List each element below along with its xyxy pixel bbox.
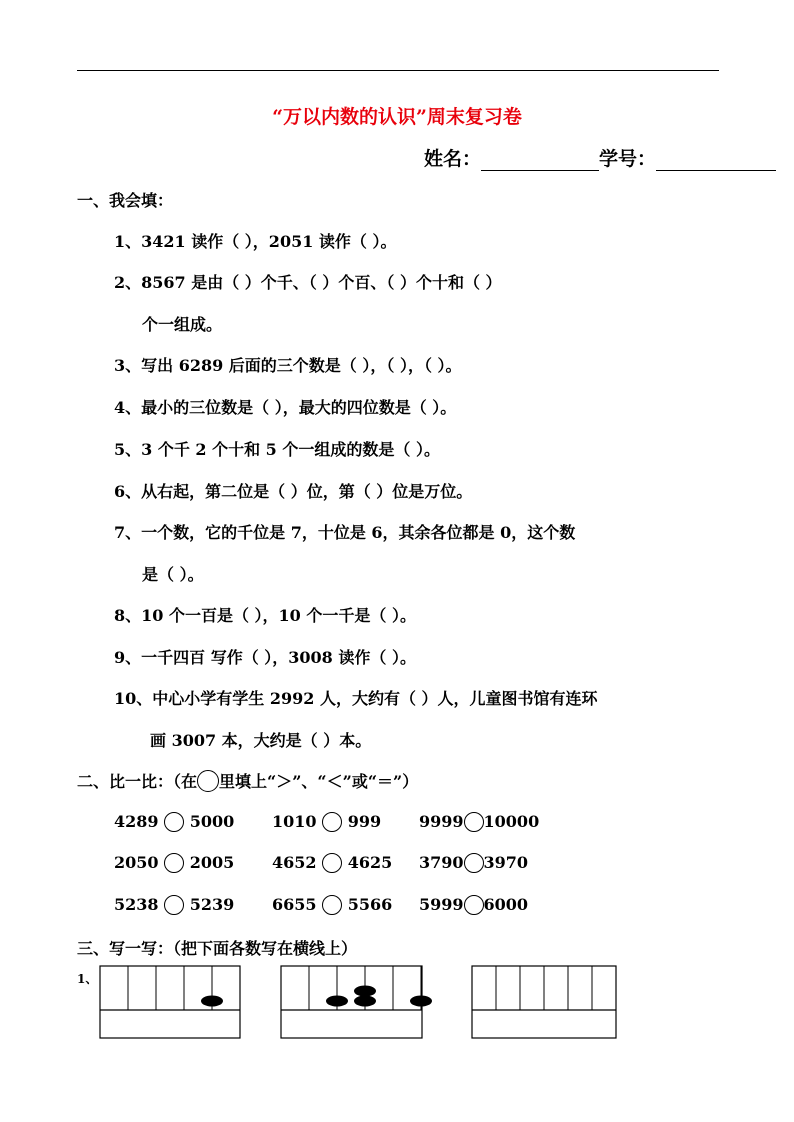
question-6: 6、从右起，第二位是（ ）位，第（ ）位是万位。 [114, 482, 473, 501]
abacus-bead [326, 996, 348, 1007]
question-2: 2、8567 是由（ ）个千、（ ）个百、（ ）个十和（ ） [114, 273, 502, 292]
compare-circle[interactable] [322, 853, 342, 873]
compare-left: 5238 [114, 895, 159, 914]
compare-left: 2050 [114, 853, 159, 872]
id-field[interactable] [656, 150, 776, 171]
compare-item [272, 895, 392, 915]
compare-item [419, 812, 539, 832]
compare-circle[interactable] [464, 853, 484, 873]
name-field[interactable] [481, 150, 599, 171]
compare-right: 10000 [483, 812, 540, 831]
page-title: “万以内数的认识”周末复习卷 [272, 106, 522, 128]
section2-heading [77, 769, 418, 792]
compare-right: 5000 [189, 812, 235, 831]
question-2-continued: 个一组成。 [142, 315, 223, 334]
compare-right: 4625 [347, 853, 393, 872]
compare-left: 4652 [272, 853, 317, 872]
compare-item [114, 895, 234, 915]
compare-circle[interactable] [164, 812, 184, 832]
compare-item [419, 853, 528, 873]
section3-heading: 三、写一写：（把下面各数写在横线上） [77, 939, 358, 958]
id-label: 学号： [599, 148, 657, 170]
section3-item-number: 1、 [77, 972, 98, 986]
question-10-continued: 画 3007 本，大约是（ ）本。 [150, 731, 372, 750]
compare-item [272, 812, 381, 832]
abacus-group [0, 960, 794, 1042]
section1-heading: 一、我会填： [77, 191, 174, 210]
compare-right: 2005 [189, 853, 235, 872]
question-7: 7、一个数，它的千位是 7，十位是 6，其余各位都是 0，这个数 [114, 523, 576, 542]
compare-left: 1010 [272, 812, 317, 831]
compare-circle[interactable] [164, 895, 184, 915]
question-8: 8、10 个一百是（ ），10 个一千是（ ）。 [114, 606, 416, 625]
compare-left: 3790 [419, 853, 464, 872]
section2-heading-start: 二、比一比：（在 [77, 772, 198, 791]
question-3: 3、写出 6289 后面的三个数是（ ），（ ），（ ）。 [114, 356, 462, 375]
compare-left: 9999 [419, 812, 464, 831]
circle-icon [197, 770, 219, 792]
compare-circle[interactable] [464, 812, 484, 832]
abacus-3 [472, 966, 616, 1038]
question-10: 10、中心小学有学生 2992 人，大约有（ ）人，儿童图书馆有连环 [114, 689, 598, 708]
compare-circle[interactable] [164, 853, 184, 873]
compare-circle[interactable] [464, 895, 484, 915]
compare-right: 999 [347, 812, 382, 831]
compare-circle[interactable] [322, 895, 342, 915]
compare-item [272, 853, 392, 873]
compare-right: 5239 [189, 895, 235, 914]
question-5: 5、3 个千 2 个十和 5 个一组成的数是（ ）。 [114, 440, 440, 459]
compare-item [114, 853, 234, 873]
abacus-frame [281, 966, 422, 1038]
question-4: 4、最小的三位数是（ ），最大的四位数是（ ）。 [114, 398, 457, 417]
abacus-bead [354, 986, 376, 997]
compare-right: 3970 [483, 853, 529, 872]
compare-right: 5566 [347, 895, 393, 914]
question-1: 1、3421 读作（ ），2051 读作（ ）。 [114, 232, 397, 251]
abacus-bead [410, 996, 432, 1007]
compare-left: 4289 [114, 812, 159, 831]
compare-circle[interactable] [322, 812, 342, 832]
compare-left: 5999 [419, 895, 464, 914]
abacus-1 [100, 966, 240, 1038]
compare-left: 6655 [272, 895, 317, 914]
abacus-2 [281, 966, 432, 1038]
compare-item [419, 895, 528, 915]
compare-item [114, 812, 234, 832]
section2-heading-end: 里填上“＞”、“＜”或“＝”） [219, 772, 419, 791]
question-7-continued: 是（ ）。 [142, 565, 204, 584]
question-9: 9、一千四百 写作（ ），3008 读作（ ）。 [114, 648, 416, 667]
compare-right: 6000 [483, 895, 529, 914]
student-info-line [424, 144, 776, 171]
abacus-bead [354, 996, 376, 1007]
name-label: 姓名： [424, 148, 482, 170]
top-rule [77, 70, 719, 71]
abacus-bead [201, 996, 223, 1007]
